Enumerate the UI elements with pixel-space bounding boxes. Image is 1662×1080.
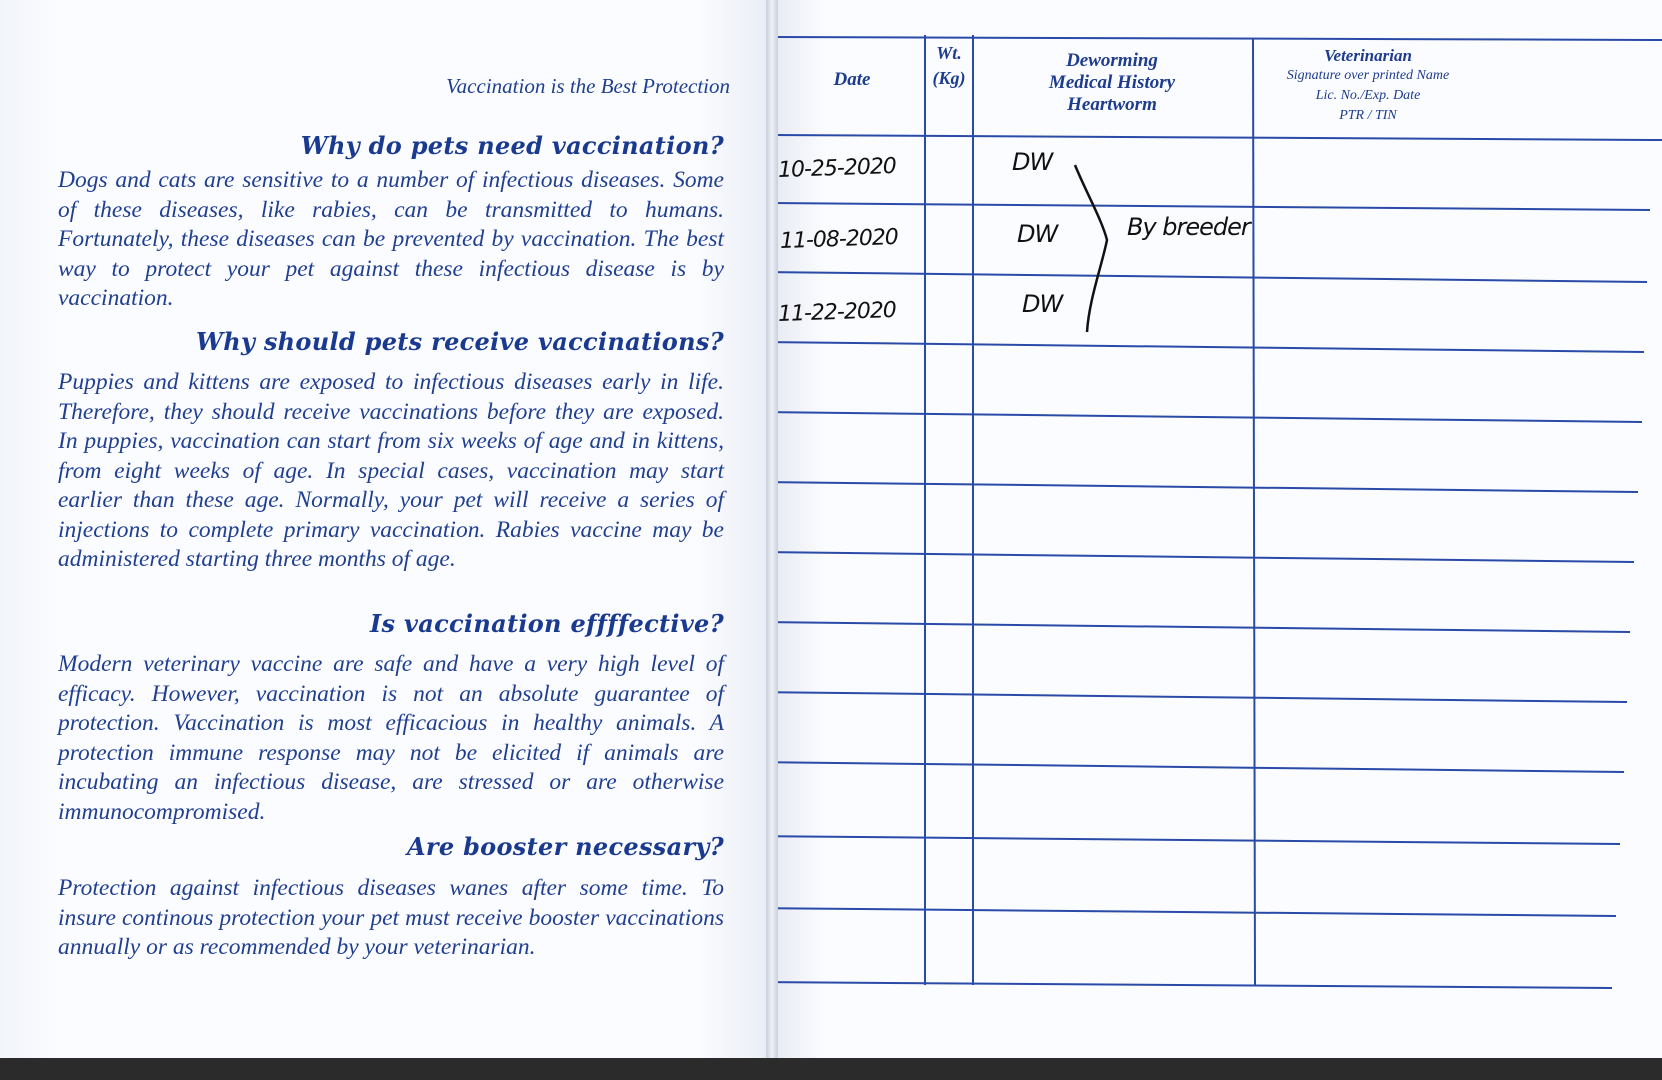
right-page bbox=[772, 0, 1662, 1080]
paragraph-why-receive-vaccinations: Puppies and kittens are exposed to infectious diseases early in life. Therefore, they should receive vaccinations before they are exposed. In puppies, vaccination can start from six weeks of age and in kittens, from eight weeks of age. In special cases, vaccination may start earlier than these age. Normally, your pet will receive a series of injections to complete primary vaccination. Rabies vaccine may be administered starting three months of age. bbox=[58, 369, 724, 572]
license-label: Lic. No./Exp. Date bbox=[1315, 88, 1421, 103]
paragraph-are-booster-necessary: Protection against infectious diseases wanes after some time. To insure continous protection your pet must receive booster vaccinations annually or as recommended by your veterinarian. bbox=[58, 875, 724, 960]
scan-bottom-edge bbox=[0, 1058, 1662, 1080]
bracket-mark bbox=[1067, 160, 1127, 340]
entry-date-1: 10-25-2020 bbox=[777, 153, 897, 184]
heading-why-receive-vaccinations: Why should pets receive vaccinations? bbox=[195, 327, 724, 356]
column-header-date: Date bbox=[833, 69, 871, 90]
table-grid bbox=[772, 0, 1662, 1080]
tagline: Vaccination is the Best Protection bbox=[446, 74, 730, 98]
deworming-label: Deworming bbox=[1066, 50, 1158, 71]
entry-note-1: DW bbox=[1012, 148, 1053, 176]
entry-date-2: 11-08-2020 bbox=[779, 224, 899, 255]
entry-date-3: 11-22-2020 bbox=[777, 297, 897, 328]
medical-history-label: Medical History bbox=[1048, 72, 1176, 93]
paragraph-why-need-vaccination: Dogs and cats are sensitive to a number of infectious diseases. Some of these diseases, like rabies, can be transmitted to humans. Fortunately, these diseases can be prevented by vaccination. The best way to protect your pet against these infectious disease is by vaccination. bbox=[58, 167, 724, 311]
weight-label: Wt. bbox=[936, 43, 962, 63]
ptr-tin-label: PTR / TIN bbox=[1339, 108, 1397, 123]
heading-is-vaccination-effective: Is vaccination effffective? bbox=[370, 609, 724, 638]
column-header-veterinarian bbox=[1258, 46, 1478, 126]
vaccination-record-table bbox=[772, 0, 1662, 1080]
entry-note-2: DW bbox=[1017, 220, 1058, 248]
signature-label: Signature over printed Name bbox=[1286, 68, 1450, 83]
book-spine bbox=[766, 0, 778, 1080]
paragraph-is-vaccination-effective: Modern veterinary vaccine are safe and have a very high level of efficacy. However, vaccination is not an absolute guarantee of protection. Vaccination is most efficacious in healthy animals. A protection immune response may not be elicited if animals are incubating an infectious disease, are stressed or are otherwise immunocompromised. bbox=[58, 651, 724, 825]
column-header-deworming bbox=[992, 50, 1232, 116]
heartworm-label: Heartworm bbox=[1067, 94, 1157, 115]
heading-why-need-vaccination: Why do pets need vaccination? bbox=[300, 131, 724, 160]
weight-unit-label: (Kg) bbox=[932, 68, 966, 88]
bracket-note: By breeder bbox=[1127, 213, 1250, 241]
entry-note-3: DW bbox=[1022, 290, 1063, 318]
left-page bbox=[0, 0, 772, 1080]
veterinarian-label: Veterinarian bbox=[1324, 46, 1412, 65]
column-header-weight bbox=[925, 43, 973, 89]
heading-are-booster-necessary: Are booster necessary? bbox=[407, 832, 724, 861]
